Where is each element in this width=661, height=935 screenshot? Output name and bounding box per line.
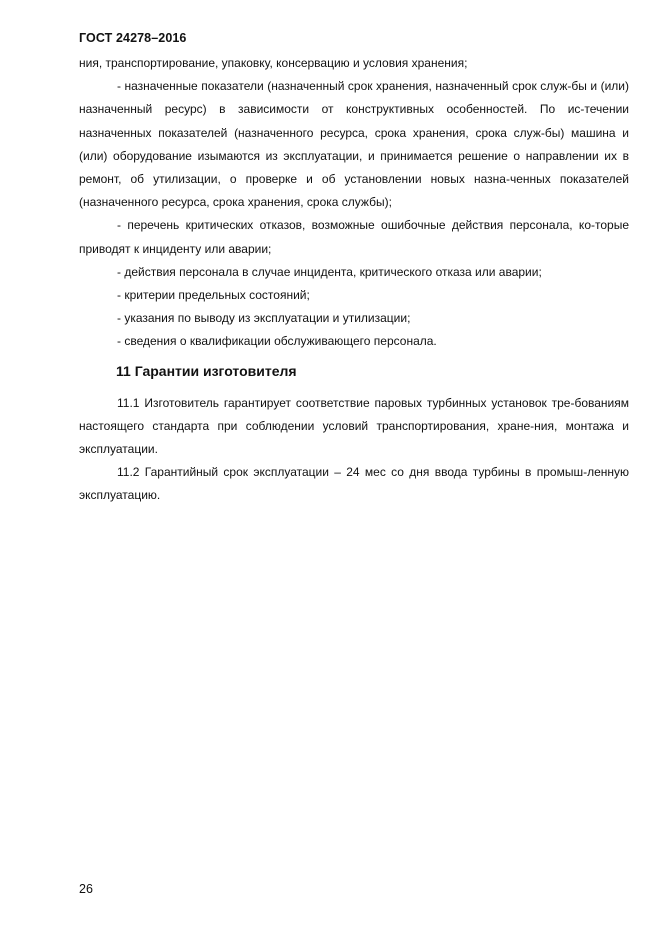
continuation-paragraph: ния, транспортирование, упаковку, консервацию и условия хранения; [79, 56, 468, 70]
clause-11-1: 11.1 Изготовитель гарантирует соответствие паровых турбинных установок тре-бованиям настоящего стандарта при соблюдении условий транспортирования, хране-ния, монтажа и эксплуатации. [79, 395, 629, 457]
page-number: 26 [79, 882, 93, 896]
body-text [79, 52, 629, 508]
document-code: ГОСТ 24278–2016 [79, 31, 187, 45]
clause-11-2: 11.2 Гарантийный срок эксплуатации – 24 мес со дня ввода турбины в промыш-ленную эксплуатацию. [79, 465, 629, 503]
list-item: - сведения о квалификации обслуживающего персонала. [117, 334, 437, 349]
section-heading: 11 Гарантии изготовителя [116, 362, 297, 379]
list-item: - перечень критических отказов, возможные ошибочные действия персонала, ко-торые приводят к инциденту или аварии; [79, 218, 629, 256]
list-item: - указания по выводу из эксплуатации и утилизации; [117, 311, 411, 326]
list-item: - назначенные показатели (назначенный срок хранения, назначенный срок служ-бы и (или) назначенный ресурс) в зависимости от конструктивных особенностей. По ис-течении назначенных показателей (назначенного ресурса, срока хранения, срока служ-бы) машина и (или) оборудование изымаются из эксплуатации, и принимается решение о направлении их в ремонт, об утилизации, о проверке и об установлении новых назна-ченных показателей (назначенного ресурса, срока хранения, срока службы); [79, 79, 629, 210]
list-item: - критерии предельных состояний; [117, 288, 310, 303]
list-item: - действия персонала в случае инцидента, критического отказа или аварии; [117, 264, 542, 279]
